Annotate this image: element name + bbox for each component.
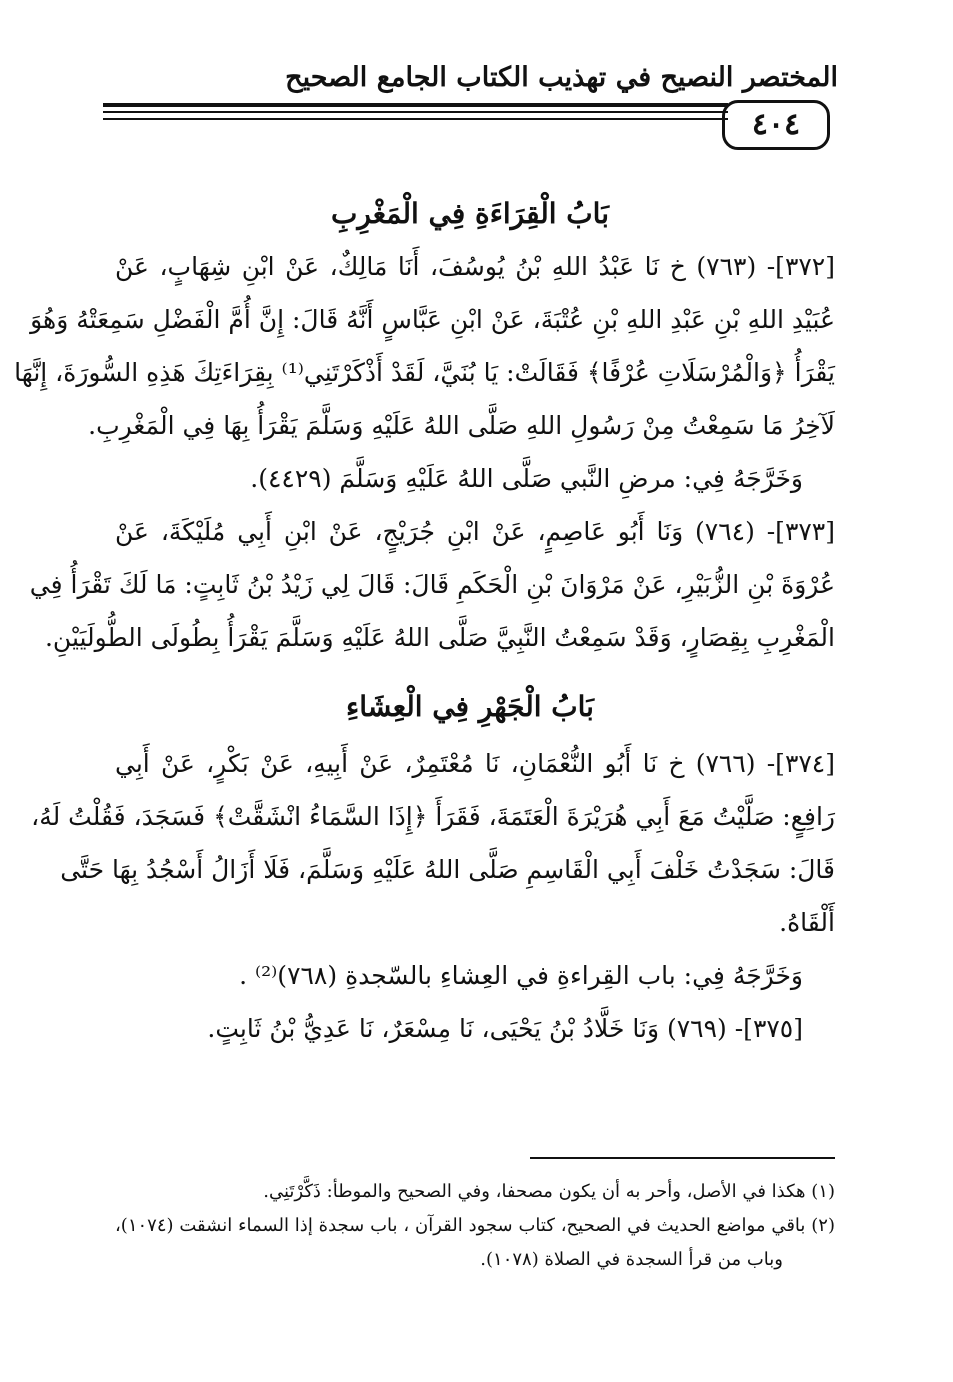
text-line: رَافِعٍ: صَلَّيْتُ مَعَ أَبِي هُرَيْرَةَ الْعَتَمَةَ، فَقَرَأَ ﴿إِذَا السَّمَاءُ انْشَقَّتْ﴾ فَسَجَدَ، فَقُلْتُ لَهُ، (31, 802, 835, 831)
footnote-separator (530, 1157, 835, 1159)
footnote-continuation: وباب من قرأ السجدة في الصلاة (١٠٧٨). (480, 1249, 783, 1270)
text-line: الْمَغْرِبِ بِقِصَارٍ، وَقَدْ سَمِعْتُ النَّبِيَّ صَلَّى اللهُ عَلَيْهِ وَسَلَّمَ يَقْرَأُ بِطُولَى الطُّولَيَيْنِ. (44, 623, 835, 652)
text-line: [٣٧٥]- (٧٦٩) وَنَا خَلَّادُ بْنُ يَحْيَى، نَا مِسْعَرٌ، نَا عَدِيُّ بْنُ ثَابِتٍ. (207, 1014, 803, 1043)
text-line: أَلْقَاهُ. (779, 908, 835, 937)
header-rule-bottom (103, 118, 728, 120)
text-line: [٣٧٢]- (٧٦٣) خ نَا عَبْدُ اللهِ بْنُ يُوسُفَ، أَنَا مَالِكٌ، عَنْ ابْنِ شِهَابٍ، عَنْ (115, 252, 835, 281)
text-line: وَخَرَّجَهُ فِي: باب القِراءةِ في العِشاءِ بالسّجدةِ (٧٦٨)⁽²⁾ . (239, 961, 803, 990)
section-heading-maghrib: بَابُ الْقِرَاءَةِ فِي الْمَغْرِبِ (330, 197, 609, 230)
text-line: عُبَيْدِ اللهِ بْنِ عَبْدِ اللهِ بْنِ عُتْبَةَ، عَنْ ابْنِ عَبَّاسٍ أَنَّهُ قَالَ: إِنَّ أُمَّ الْفَضْلِ سَمِعَتْهُ وَهُوَ (30, 305, 835, 334)
text-line: يَقْرَأُ ﴿وَالْمُرْسَلَاتِ عُرْفًا﴾ فَقَالَتْ: يَا بُنَيَّ، لَقَدْ أَذْكَرْتَنِي⁽¹⁾ بِقِرَاءَتِكَ هَذِهِ السُّورَةَ، إِنَّهَا (14, 358, 835, 387)
text-line: [٣٧٣]- (٧٦٤) وَنَا أَبُو عَاصِمٍ، عَنْ ابْنِ جُرَيْجٍ، عَنْ ابْنِ أَبِي مُلَيْكَةَ، عَنْ (115, 517, 835, 546)
header-rule-middle (103, 111, 728, 113)
text-line: لَآخِرُ مَا سَمِعْتُ مِنْ رَسُولِ اللهِ صَلَّى اللهُ عَلَيْهِ وَسَلَّمَ يَقْرَأُ بِهَا فِي الْمَغْرِبِ. (88, 411, 835, 440)
text-line: قَالَ: سَجَدْتُ خَلْفَ أَبِي الْقَاسِمِ صَلَّى اللهُ عَلَيْهِ وَسَلَّمَ، فَلَا أَزَالُ أَسْجُدُ بِهَا حَتَّى (60, 855, 835, 884)
footnote: (٢) باقي مواضع الحديث في الصحيح، كتاب سجود القرآن ، باب سجدة إذا السماء انشقت (١٠٧٤)، (115, 1215, 835, 1236)
header-rule-top (103, 103, 728, 107)
text-line: عُرْوَةَ بْنِ الزُّبَيْرِ، عَنْ مَرْوَانَ بْنِ الْحَكَمِ قَالَ: قَالَ لِي زَيْدُ بْنُ ثَابِتٍ: مَا لَكَ تَقْرَأُ فِي (29, 570, 835, 599)
running-title: المختصر النصيح في تهذيب الكتاب الجامع الصحيح (285, 62, 838, 93)
footnote: (١) هكذا في الأصل، وأحر به أن يكون مصحفا، وفي الصحيح والموطأ: ذَكَّرْتَنِي. (263, 1181, 835, 1202)
page-number: ٤٠٤ (722, 100, 830, 150)
text-line: وَخَرَّجَهُ فِي: مرضِ النَّبي صَلَّى اللهُ عَلَيْهِ وَسَلَّمَ (٤٤٢٩). (250, 464, 803, 493)
text-line: [٣٧٤]- (٧٦٦) خ نَا أَبُو النُّعْمَانِ، نَا مُعْتَمِرٌ، عَنْ أَبِيهِ، عَنْ بَكْرٍ، عَنْ أَبِي (115, 749, 835, 778)
section-heading-isha: بَابُ الْجَهْرِ فِي الْعِشَاءِ (346, 690, 594, 723)
